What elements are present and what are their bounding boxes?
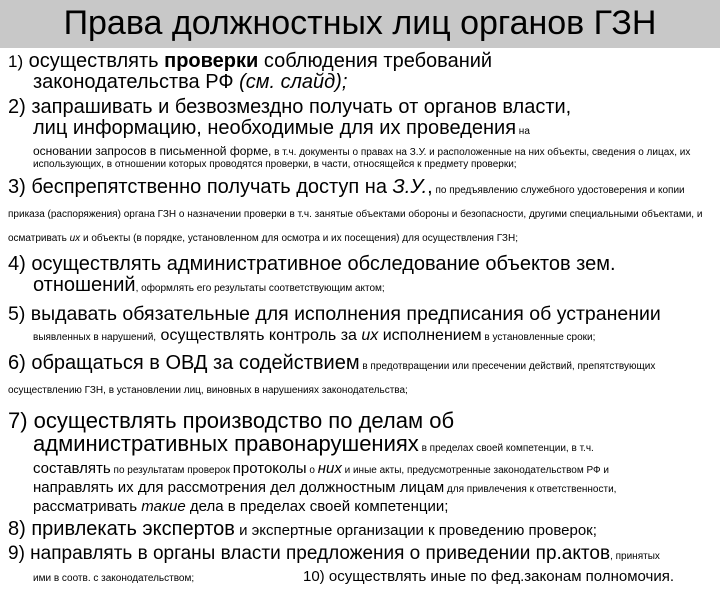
item-2: 2) запрашивать и безвозмездно получать от органов власти, лиц информацию, необходимые для их проведения на основании запросов в письменной форме, в т.ч. документы о правах на З.У. и расположенные на них объекты, сведения о лицах, их использующих, в отношении которых проводятся проверки, в части, относящейся к предмету проверки; <box>8 96 691 170</box>
page-title: Права должностных лиц органов ГЗН <box>63 4 657 42</box>
item-5: 5) выдавать обязательные для исполнения предписания об устранении выявленных в нарушений, осуществлять контроль за их исполнением в установленные сроки; <box>8 303 661 344</box>
item-6: 6) обращаться в ОВД за содействием в предотвращении или пресечении действий, препятствующих осуществлению ГЗН, в установлении лиц, виновных в нарушениях законодательства; <box>8 352 656 396</box>
item-9: 9) направлять в органы власти предложения о приведении пр.актов, принятых ими в соотв. с законодательством; 10) осуществлять иные по фед.законам полномочия. <box>8 543 675 585</box>
item-7: 7) осуществлять производство по делам об административных правонарушениях в пределах своей компетенции, в т.ч. составлять по результатам проверок протоколы о них и иные акты, предусмотренные законодательством РФ и направлять их для рассмотрения дел должностным лицам для привлечения к ответственности, рассматривать такие дела в пределах своей компетенции; <box>8 408 617 515</box>
slide-content <box>8 50 714 589</box>
item-number: 1) <box>8 52 24 71</box>
item-4: 4) осуществлять административное обследование объектов зем. отношений, оформлять его результаты соответствующим актом; <box>8 253 616 296</box>
item-3: 3) беспрепятственно получать доступ на З.У., по предъявлению служебного удостоверения и копии приказа (распоряжения) органа ГЗН о назначении проверки в т.ч. занятые объектами обороны и безопасности, другими специальными объектами, и осматривать их и объекты (в порядке, установленном для осмотра и их посещения) для осуществления ГЗН; <box>8 176 703 244</box>
item-8: 8) привлекать экспертов и экспертные организации к проведению проверок; <box>8 518 597 540</box>
item-1: 1) осуществлять проверки соблюдения требований законодательства РФ (см. слайд); <box>8 50 493 93</box>
item-10: 10) осуществлять иные по фед.законам полномочия. <box>303 568 675 585</box>
